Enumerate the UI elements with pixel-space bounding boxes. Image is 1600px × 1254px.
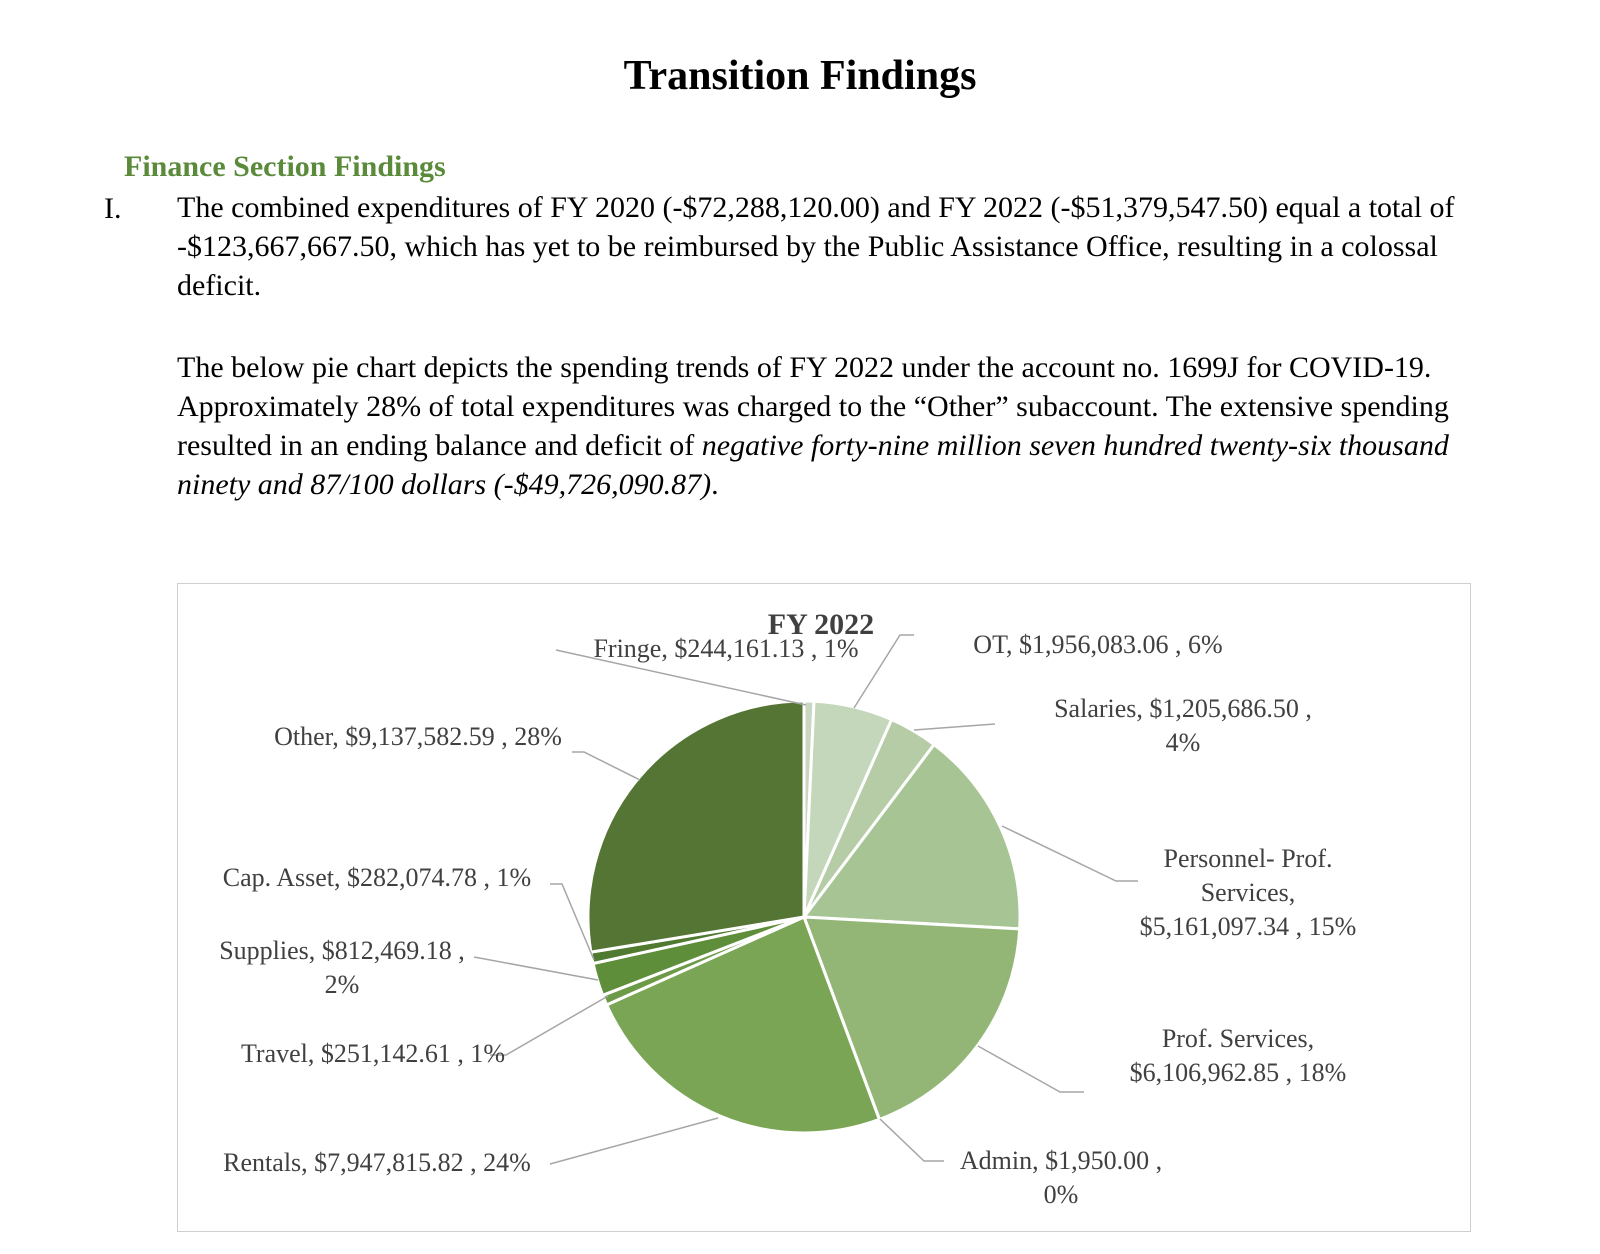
paragraph-text: The below pie chart depicts the spending trends of FY 2022 under the account no. 1699J for COVID-19. Approximately 28% of total expenditures was charged to the “Other” subaccount. The extensive spending resulted in an ending balance and deficit of <box>177 351 1449 462</box>
leader-line-admin <box>880 1119 944 1161</box>
pie-chart <box>177 583 1471 1232</box>
data-label-fringe: Fringe, $244,161.13 , 1% <box>593 634 859 663</box>
data-label-prof-services: Prof. Services, $6,106,962.85 , 18% <box>1129 1024 1347 1087</box>
page-title: Transition Findings <box>623 53 977 99</box>
list-marker: I. <box>104 192 122 225</box>
paragraph-italic-amount: negative forty-nine million seven hundred twenty-six thousand ninety and 87/100 dollars (-$49,726,090.87) <box>177 429 1449 501</box>
data-label-cap-asset: Cap. Asset, $282,074.78 , 1% <box>222 863 532 892</box>
leader-line-supplies <box>474 957 598 980</box>
data-label-ot: OT, $1,956,083.06 , 6% <box>973 630 1223 659</box>
leader-line-salaries <box>914 724 995 730</box>
section-heading: Finance Section Findings <box>124 150 446 183</box>
leader-line-rentals <box>550 1118 718 1164</box>
data-label-rentals: Rentals, $7,947,815.82 , 24% <box>223 1148 531 1177</box>
data-label-personnel-prof-services: Personnel- Prof. Services, $5,161,097.34 , 15% <box>1139 844 1357 941</box>
data-label-admin: Admin, $1,950.00 , 0% <box>959 1146 1163 1209</box>
data-label-travel: Travel, $251,142.61 , 1% <box>240 1039 506 1068</box>
data-label-other: Other, $9,137,582.59 , 28% <box>274 722 562 751</box>
pie-slice-other <box>588 701 804 952</box>
paragraph-period: . <box>711 468 719 501</box>
data-label-salaries: Salaries, $1,205,686.50 , 4% <box>1054 694 1312 757</box>
chart-title: FY 2022 <box>767 608 875 641</box>
leader-line-prof-services <box>978 1046 1084 1092</box>
paragraph-combined-expenditures: The combined expenditures of FY 2020 (-$72,288,120.00) and FY 2022 (-$51,379,547.50) equal a total of -$123,667,667.50, which has yet to be reimbursed by the Public Assistance Office, resulting in a colossal deficit. <box>177 191 1455 302</box>
paragraph-pie-chart-description <box>177 348 1467 504</box>
leader-line-other <box>572 752 640 780</box>
data-label-supplies: Supplies, $812,469.18 , 2% <box>219 936 465 999</box>
